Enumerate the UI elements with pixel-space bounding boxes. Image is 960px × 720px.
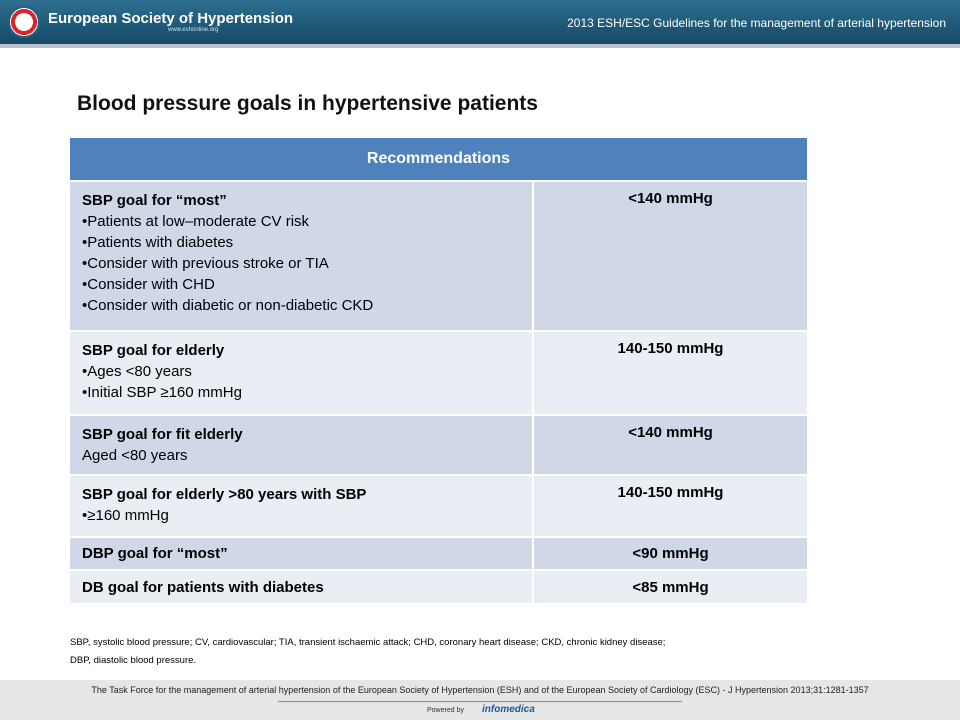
goal-bullets	[82, 211, 522, 316]
goal-bullet: • Consider with diabetic or non-diabetic CKD	[82, 295, 522, 316]
esh-logo-icon	[8, 6, 40, 38]
goal-value: 140-150 mmHg	[533, 331, 807, 415]
table-header: Recommendations	[70, 138, 807, 181]
table-row	[70, 475, 807, 537]
recommendations-table	[70, 138, 807, 603]
powered-by-label: Powered by	[427, 707, 464, 714]
goal-heading: SBP goal for fit elderly	[82, 426, 243, 443]
footer-divider	[278, 701, 682, 702]
goal-detail: Aged <80 years	[82, 447, 188, 464]
table-header-row	[70, 138, 807, 181]
goal-bullets	[82, 361, 522, 403]
header-divider	[0, 44, 960, 48]
table-row	[70, 537, 807, 570]
goal-cell	[70, 475, 533, 537]
goal-cell	[70, 415, 533, 475]
goal-bullet: • ≥160 mmHg	[82, 505, 522, 526]
org-name: European Society of Hypertension	[48, 10, 294, 27]
page-title: Blood pressure goals in hypertensive patients	[77, 92, 538, 115]
goal-value: <90 mmHg	[533, 537, 807, 570]
org-url: www.eshonline.org	[168, 27, 219, 33]
infomedica-logo: infomedica	[482, 704, 535, 715]
goal-cell	[70, 331, 533, 415]
goal-bullets	[82, 505, 522, 526]
goal-cell	[70, 181, 533, 331]
goal-bullet: • Patients at low–moderate CV risk	[82, 211, 522, 232]
table-row	[70, 570, 807, 603]
goal-heading: SBP goal for elderly >80 years with SBP	[82, 486, 367, 503]
table-row	[70, 331, 807, 415]
abbreviations-line: SBP, systolic blood pressure; CV, cardiovascular; TIA, transient ischaemic attack; CHD, coronary heart disease; CKD, chronic kidney disease;	[70, 637, 666, 648]
abbreviations	[70, 634, 790, 670]
goal-cell	[70, 537, 533, 570]
goal-heading: SBP goal for “most”	[82, 192, 227, 209]
goal-value: <85 mmHg	[533, 570, 807, 603]
goal-bullet: • Consider with CHD	[82, 274, 522, 295]
goal-value: <140 mmHg	[533, 415, 807, 475]
footer-reference: The Task Force for the management of arterial hypertension of the European Society of Hypertension (ESH) and of the European Society of Cardiology (ESC) - J Hypertension 2013;31:1281-1357	[91, 685, 869, 695]
table-row	[70, 415, 807, 475]
table-row	[70, 181, 807, 331]
abbreviations-line: DBP, diastolic blood pressure.	[70, 655, 197, 666]
goal-value: 140-150 mmHg	[533, 475, 807, 537]
goal-bullet: • Patients with diabetes	[82, 232, 522, 253]
goal-bullet: • Consider with previous stroke or TIA	[82, 253, 522, 274]
goal-heading: SBP goal for elderly	[82, 342, 225, 359]
goal-heading: DB goal for patients with diabetes	[82, 578, 324, 596]
guideline-title: 2013 ESH/ESC Guidelines for the management of arterial hypertension	[567, 16, 946, 30]
goal-bullet: • Ages <80 years	[82, 361, 522, 382]
goal-value: <140 mmHg	[533, 181, 807, 331]
goal-heading: DBP goal for “most”	[82, 545, 228, 562]
goal-bullet: • Initial SBP ≥160 mmHg	[82, 382, 522, 403]
goal-cell	[70, 570, 533, 603]
